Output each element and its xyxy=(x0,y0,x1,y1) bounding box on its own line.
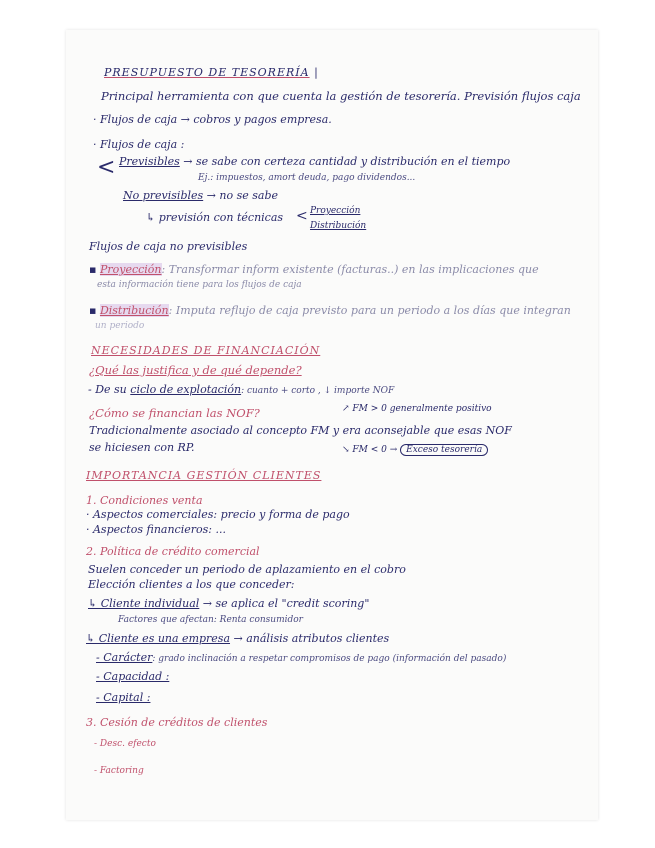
line-flujos-caja: · Flujos de caja → cobros y pagos empresa. xyxy=(93,113,332,126)
line-fm-negativo xyxy=(342,444,488,457)
exceso-tesoreria-oval: Exceso tesorería xyxy=(400,444,488,456)
ciclo-pre: - De su xyxy=(88,383,127,396)
bracket-left-icon: < xyxy=(97,155,116,180)
line-caracter xyxy=(96,651,506,666)
line-fm-positivo: ↗ FM > 0 generalmente positivo xyxy=(342,404,492,414)
line-question-financian: ¿Cómo se financian las NOF? xyxy=(89,406,260,420)
cliente-individual-label: ↳ Cliente individual xyxy=(88,597,200,610)
title-text: PRESUPUESTO DE TESORERÍA xyxy=(104,66,310,79)
line-principal: Principal herramienta con que cuenta la gestión de tesorería. Previsión flujos caja xyxy=(101,89,581,103)
line-proyeccion-2: esta información tiene para los flujos de caja xyxy=(97,280,302,290)
line-flujos-no-previsibles: Flujos de caja no previsibles xyxy=(89,240,248,253)
line-prevision-tecnicas: ↳ previsión con técnicas xyxy=(146,211,284,224)
line-cliente-individual xyxy=(88,597,369,610)
sec3-title-text: IMPORTANCIA GESTIÓN CLIENTES xyxy=(86,469,322,482)
ciclo-label: ciclo de explotación xyxy=(130,383,242,396)
no-previsibles-label: No previsibles xyxy=(123,189,204,202)
ciclo-post: : cuanto + corto , ↓ importe NOF xyxy=(241,386,395,396)
line-tradicionalmente: Tradicionalmente asociado al concepto FM y era aconsejable que esas NOF xyxy=(89,424,512,437)
section-title-presupuesto: PRESUPUESTO DE TESORERÍA | xyxy=(104,66,319,79)
line-previsibles xyxy=(119,155,510,168)
bracket-tecnicas-icon: < xyxy=(296,208,308,224)
cliente-individual-text: → se aplica el "credit scoring" xyxy=(202,597,370,610)
no-previsibles-text: → no se sabe xyxy=(206,189,278,202)
line-capital xyxy=(96,691,150,704)
previsibles-label: Previsibles xyxy=(119,155,180,168)
tec-proyeccion-text: Proyección xyxy=(310,206,361,216)
line-capacidad xyxy=(96,670,169,683)
line-cesion-creditos: 3. Cesión de créditos de clientes xyxy=(86,716,268,729)
tec-proyeccion xyxy=(310,205,360,218)
proyeccion-text: : Transformar inform existente (facturas..) en las implicaciones que xyxy=(161,263,539,276)
line-previsibles-example: Ej.: impuestos, amort deuda, pago dividendos... xyxy=(198,173,416,183)
line-aspectos-financieros: · Aspectos financieros: ... xyxy=(86,523,226,536)
proyeccion-label: Proyección xyxy=(99,263,162,276)
cliente-empresa-label: ↳ Cliente es una empresa xyxy=(86,632,231,645)
section-title-necesidades xyxy=(91,344,320,357)
line-proyeccion: ▪ Proyección: Transformar inform existente (facturas..) en las implicaciones que xyxy=(89,263,539,276)
line-rp: se hiciesen con RP. xyxy=(89,441,195,454)
caracter-label: - Carácter xyxy=(96,651,153,664)
capacidad-label: - Capacidad : xyxy=(96,670,170,683)
caracter-text: : grado inclinación a respetar compromisos de pago (información del pasado) xyxy=(152,654,507,664)
q1-text: ¿Qué las justifica y de qué depende? xyxy=(89,363,302,377)
line-cliente-empresa xyxy=(86,632,389,645)
line-ciclo-explotacion xyxy=(88,383,394,398)
fm-neg-text: ↘ FM < 0 → xyxy=(342,445,398,455)
section-title-clientes xyxy=(86,469,321,482)
line-distribucion-2: un periodo xyxy=(95,321,145,331)
line-politica-credito: 2. Política de crédito comercial xyxy=(86,545,260,558)
line-aspectos-comerciales: · Aspectos comerciales: precio y forma de pago xyxy=(86,508,350,521)
cliente-empresa-text: → análisis atributos clientes xyxy=(233,632,390,645)
capital-label: - Capital : xyxy=(96,691,151,704)
line-factores-afectan: Factores que afectan: Renta consumidor xyxy=(118,615,303,625)
line-desc-efecto: - Desc. efecto xyxy=(94,739,156,749)
line-eleccion-clientes: Elección clientes a los que conceder: xyxy=(88,578,295,591)
line-suelen-conceder: Suelen conceder un periodo de aplazamiento en el cobro xyxy=(88,563,406,576)
line-flujos-caja-colon: · Flujos de caja : xyxy=(93,138,185,151)
previsibles-text: → se sabe con certeza cantidad y distribución en el tiempo xyxy=(183,155,511,168)
tec-distribucion xyxy=(310,220,366,233)
tec-distribucion-text: Distribución xyxy=(310,221,367,231)
distribucion-label: Distribución xyxy=(99,304,169,317)
line-condiciones-venta: 1. Condiciones venta xyxy=(86,494,203,507)
line-factoring: - Factoring xyxy=(94,766,144,776)
line-no-previsibles xyxy=(123,189,278,202)
line-question-justifica xyxy=(89,364,302,377)
line-distribucion: ▪ Distribución: Imputa reflujo de caja previsto para un periodo a los días que integran xyxy=(89,304,571,317)
sec2-title-text: NECESIDADES DE FINANCIACIÓN xyxy=(91,344,321,357)
distribucion-text: : Imputa reflujo de caja previsto para un periodo a los días que integran xyxy=(168,304,571,317)
